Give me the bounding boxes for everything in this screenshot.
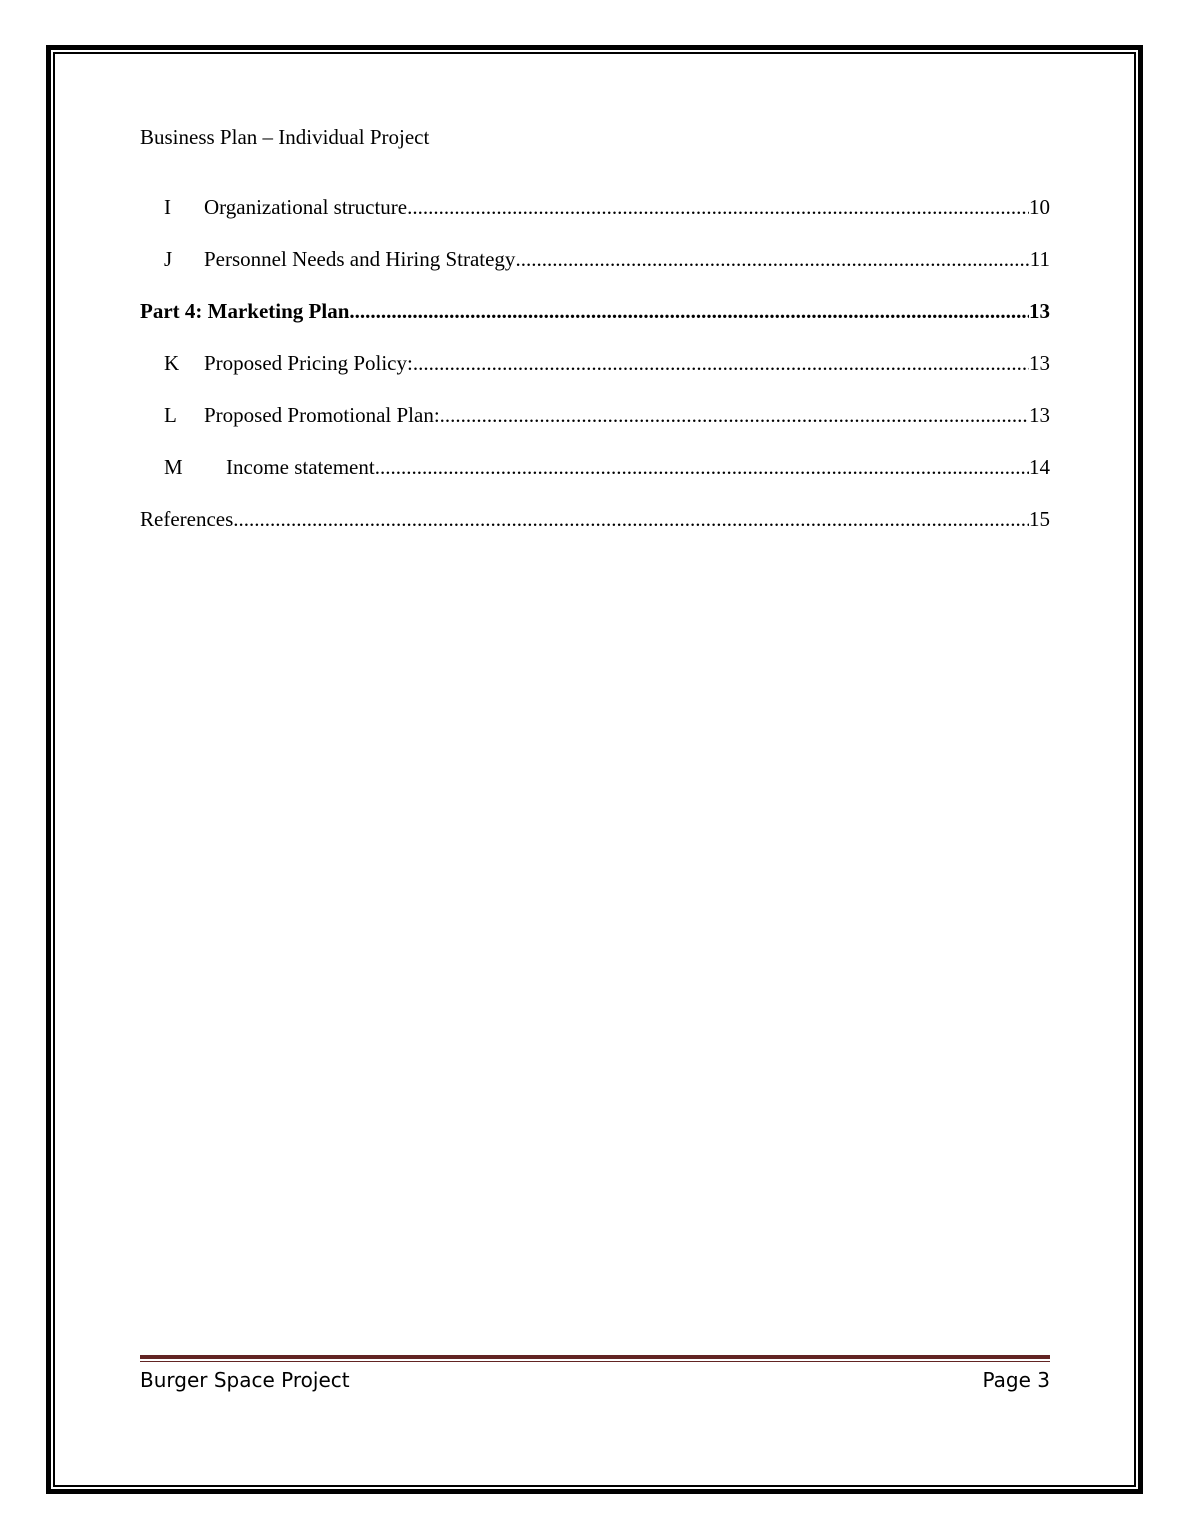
toc-dot-leader: [375, 453, 1029, 481]
toc-dot-leader: [233, 505, 1029, 533]
toc-entry-personnel-needs[interactable]: [140, 245, 1050, 297]
toc-entry-marketing-plan[interactable]: [140, 297, 1050, 349]
toc-entry-page: 14: [1029, 455, 1050, 479]
toc-entry-marker: I: [164, 195, 171, 219]
toc-dot-leader: [407, 193, 1029, 221]
footer-rule-thin: [140, 1361, 1050, 1362]
toc-dot-leader: [515, 245, 1029, 273]
page-header-title: Business Plan – Individual Project: [140, 125, 430, 149]
toc-entry-pricing-policy[interactable]: [140, 349, 1050, 401]
footer-page-number: Page 3: [982, 1368, 1050, 1392]
toc-entry-marker: M: [164, 455, 183, 479]
toc-entry-page: 11: [1029, 247, 1050, 271]
toc-entry-page: 13: [1029, 299, 1050, 323]
toc-entry-title: Proposed Pricing Policy:: [204, 351, 413, 375]
toc-entry-title: Part 4: Marketing Plan: [140, 299, 350, 323]
toc-dot-leader: [440, 401, 1029, 429]
toc-entry-page: 13: [1029, 403, 1050, 427]
toc-entry-title: Personnel Needs and Hiring Strategy: [204, 247, 516, 271]
toc-entry-income-statement[interactable]: [140, 453, 1050, 505]
toc-dot-leader: [349, 297, 1029, 325]
footer-rule-thick: [140, 1355, 1050, 1359]
toc-entry-marker: L: [164, 403, 177, 427]
toc-entry-marker: J: [164, 247, 173, 271]
toc-dot-leader: [413, 349, 1029, 377]
toc-entry-marker: K: [164, 351, 180, 375]
toc-entry-promotional-plan[interactable]: [140, 401, 1050, 453]
table-of-contents: [140, 193, 1050, 557]
toc-entry-title: References: [140, 507, 234, 531]
toc-entry-title: Organizational structure: [204, 195, 408, 219]
toc-entry-title: Income statement: [226, 455, 375, 479]
toc-entry-page: 15: [1029, 507, 1050, 531]
toc-entry-organizational-structure[interactable]: [140, 193, 1050, 245]
toc-entry-page: 13: [1029, 351, 1050, 375]
footer-project-name: Burger Space Project: [140, 1368, 350, 1392]
toc-entry-references[interactable]: [140, 505, 1050, 557]
toc-entry-page: 10: [1029, 195, 1050, 219]
toc-entry-title: Proposed Promotional Plan:: [204, 403, 440, 427]
